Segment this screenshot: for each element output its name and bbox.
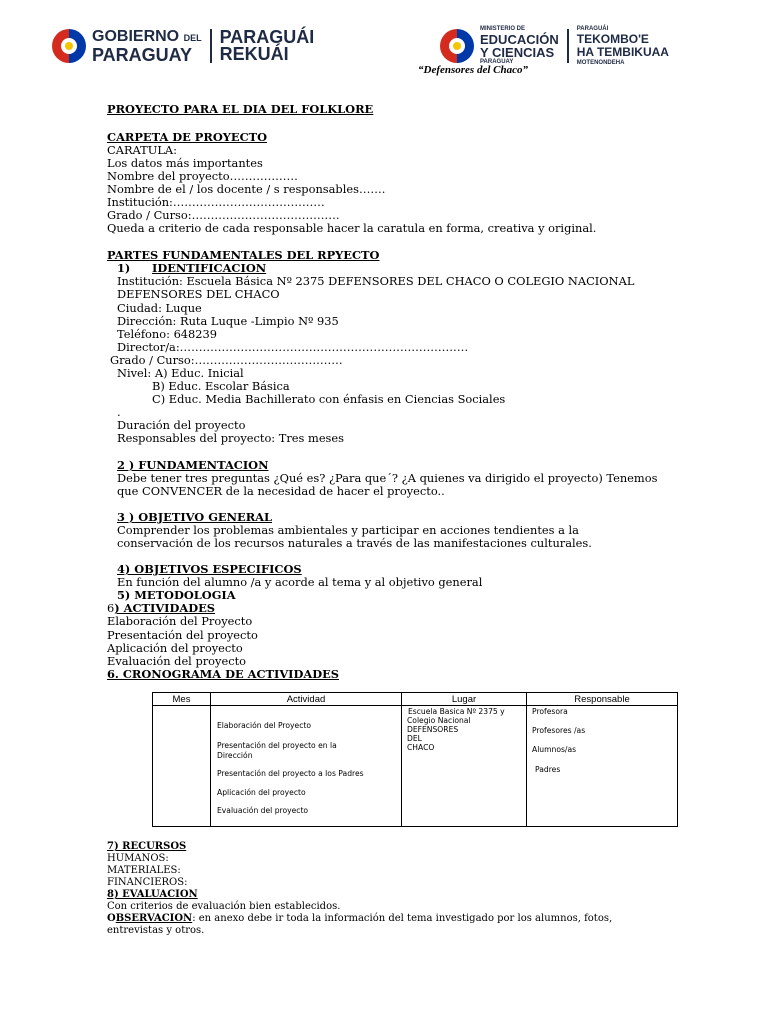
grado-line: Grado / Curso:…………………………………	[110, 353, 343, 367]
nombre-proyecto-line: Nombre del proyecto………………	[107, 169, 298, 183]
rekuai-text: REKUÁI	[219, 44, 289, 64]
telefono-line: Teléfono: 648239	[117, 327, 218, 341]
ministry-logo	[440, 24, 669, 68]
actividad-3: Aplicación del proyecto	[107, 641, 243, 655]
humanos-line: HUMANOS:	[107, 853, 169, 864]
page-header	[0, 0, 768, 95]
institucion-line2: DEFENSORES DEL CHACO	[117, 287, 280, 301]
doc-title: PROYECTO PARA EL DIA DEL FOLKLORE	[107, 102, 374, 116]
nivel-a-line: Nivel: A) Educ. Inicial	[117, 366, 244, 380]
cell-responsable	[527, 706, 678, 827]
direccion-line: Dirección: Ruta Luque -Limpio Nº 935	[117, 314, 339, 328]
actividad-1: Elaboración del Proyecto	[107, 614, 253, 628]
director-line: Director/a:………………………………………………………………….	[117, 340, 469, 354]
motto: “Defensores del Chaco”	[418, 64, 528, 76]
cell-actividad-5: Evaluación del proyecto	[217, 806, 309, 815]
cell-responsable-3: Alumnos/as	[532, 745, 577, 754]
responsables-line: Responsables del proyecto: Tres meses	[117, 431, 344, 445]
caratula-label: CARATULA:	[107, 143, 177, 157]
financieros-line: FINANCIEROS:	[107, 877, 188, 888]
ministry-seal-icon	[440, 29, 474, 63]
cell-responsable-1: Profesora	[532, 707, 568, 716]
header-mes: Mes	[153, 693, 211, 706]
actividad-4: Evaluación del proyecto	[107, 654, 247, 668]
dot-line: .	[117, 405, 121, 419]
cronograma-heading: 6. CRONOGRAMA DE ACTIVIDADES	[107, 667, 339, 681]
grado-blank-line: Grado / Curso:…………………………………	[107, 208, 340, 222]
paraguai-text: PARAGUÁI	[219, 27, 315, 47]
cell-lugar-5: CHACO	[407, 743, 435, 752]
cronograma-table	[152, 692, 678, 827]
institucion-line1: Institución: Escuela Básica Nº 2375 DEFENSORES DEL CHACO O COLEGIO NACIONAL	[117, 274, 635, 288]
cell-lugar-4: DEL	[407, 734, 422, 743]
ministry-line1: EDUCACIÓN	[480, 32, 559, 47]
section3-title: 3 ) OBJETIVO GENERAL	[117, 510, 273, 524]
queda-line: Queda a criterio de cada responsable hacer la caratula en forma, creativa y original.	[107, 221, 597, 235]
ministry-top: MINISTERIO DE	[480, 26, 526, 32]
header-responsable: Responsable	[527, 693, 678, 706]
tek-bottom: MOTENONDEHA	[576, 60, 625, 66]
ministry-bottom: PARAGUAY	[480, 59, 514, 65]
tek-top: PARAGUÁI	[576, 26, 609, 32]
actividad-2: Presentación del proyecto	[107, 628, 258, 642]
duracion-line: Duración del proyecto	[117, 418, 246, 432]
section2-line1: Debe tener tres preguntas ¿Qué es? ¿Para que´? ¿A quienes va dirigido el proyecto) Tenemos	[117, 471, 658, 485]
cell-actividad-4: Aplicación del proyecto	[217, 788, 306, 797]
carpeta-heading: CARPETA DE PROYECTO	[107, 130, 268, 144]
section1-number: 1)	[117, 261, 131, 275]
cell-lugar	[402, 706, 527, 827]
observacion-text: : en anexo debe ir toda la información del tema investigado por los alumnos, fotos,	[192, 913, 613, 924]
cell-actividad-2: Presentación del proyecto en la	[217, 741, 337, 750]
observacion-o: O	[107, 913, 116, 924]
cell-mes	[153, 706, 211, 827]
gobierno-logo	[52, 24, 314, 68]
materiales-line: MATERIALES:	[107, 865, 181, 876]
section2-line2: que CONVENCER de la necesidad de hacer el proyecto..	[117, 484, 445, 498]
cell-actividad	[211, 706, 402, 827]
partes-heading: PARTES FUNDAMENTALES DEL RPYECTO	[107, 248, 380, 262]
paraguay-text: PARAGUAY	[92, 45, 193, 65]
tek-line1: TEKOMBO'E	[576, 32, 649, 46]
national-seal-icon	[52, 29, 86, 63]
header-lugar: Lugar	[402, 693, 527, 706]
cell-actividad-3: Presentación del proyecto a los Padres	[217, 769, 364, 778]
gobierno-text: GOBIERNO	[92, 28, 180, 45]
section2-title: 2 ) FUNDAMENTACION	[117, 458, 269, 472]
table-row	[153, 706, 678, 827]
gobierno-del-text: DEL	[183, 33, 202, 43]
header-actividad: Actividad	[211, 693, 402, 706]
section8-title: 8) EVALUACION	[107, 889, 198, 900]
nombre-docente-line: Nombre de el / los docente / s responsables…….	[107, 182, 386, 196]
nivel-c-line: C) Educ. Media Bachillerato con énfasis en Ciencias Sociales	[152, 392, 506, 406]
cell-actividad-2b: Dirección	[217, 751, 253, 760]
logo-divider	[210, 29, 212, 63]
ministry-line2: Y CIENCIAS	[480, 45, 555, 60]
section3-line2: conservación de los recursos naturales a través de las manifestaciones culturales.	[117, 536, 592, 550]
tek-line2: HA TEMBIKUAA	[576, 45, 669, 59]
section4-title: 4) OBJETIVOS ESPECIFICOS	[117, 562, 302, 576]
section7-title: 7) RECURSOS	[107, 841, 187, 852]
datos-line: Los datos más importantes	[107, 156, 263, 170]
section3-line1: Comprender los problemas ambientales y participar en acciones tendientes a la	[117, 523, 579, 537]
section6-title: ) ACTIVIDADES	[114, 601, 215, 615]
observacion-title: BSERVACION	[115, 913, 193, 924]
cell-actividad-1: Elaboración del Proyecto	[217, 721, 311, 730]
section6-number: 6	[107, 601, 115, 615]
cell-responsable-2: Profesores /as	[532, 726, 586, 735]
section8-line1: Con criterios de evaluación bien establecidos.	[107, 901, 341, 912]
ministry-divider	[567, 29, 569, 63]
cell-responsable-4: Padres	[535, 765, 561, 774]
cell-lugar-2: Colegio Nacional	[407, 716, 471, 725]
section1-title: IDENTIFICACION	[152, 261, 267, 275]
observacion-line2: entrevistas y otros.	[107, 925, 205, 936]
nivel-b-line: B) Educ. Escolar Básica	[152, 379, 290, 393]
section4-line1: En función del alumno /a y acorde al tema y al objetivo general	[117, 575, 483, 589]
ciudad-line: Ciudad: Luque	[117, 301, 202, 315]
table-header-row	[153, 693, 678, 706]
cell-lugar-3: DEFENSORES	[407, 725, 459, 734]
section5-title: 5) METODOLOGIA	[117, 588, 236, 602]
cell-lugar-1: Escuela Basica Nº 2375 y	[408, 707, 505, 716]
institucion-blank-line: Institución:………………………………….	[107, 195, 325, 209]
